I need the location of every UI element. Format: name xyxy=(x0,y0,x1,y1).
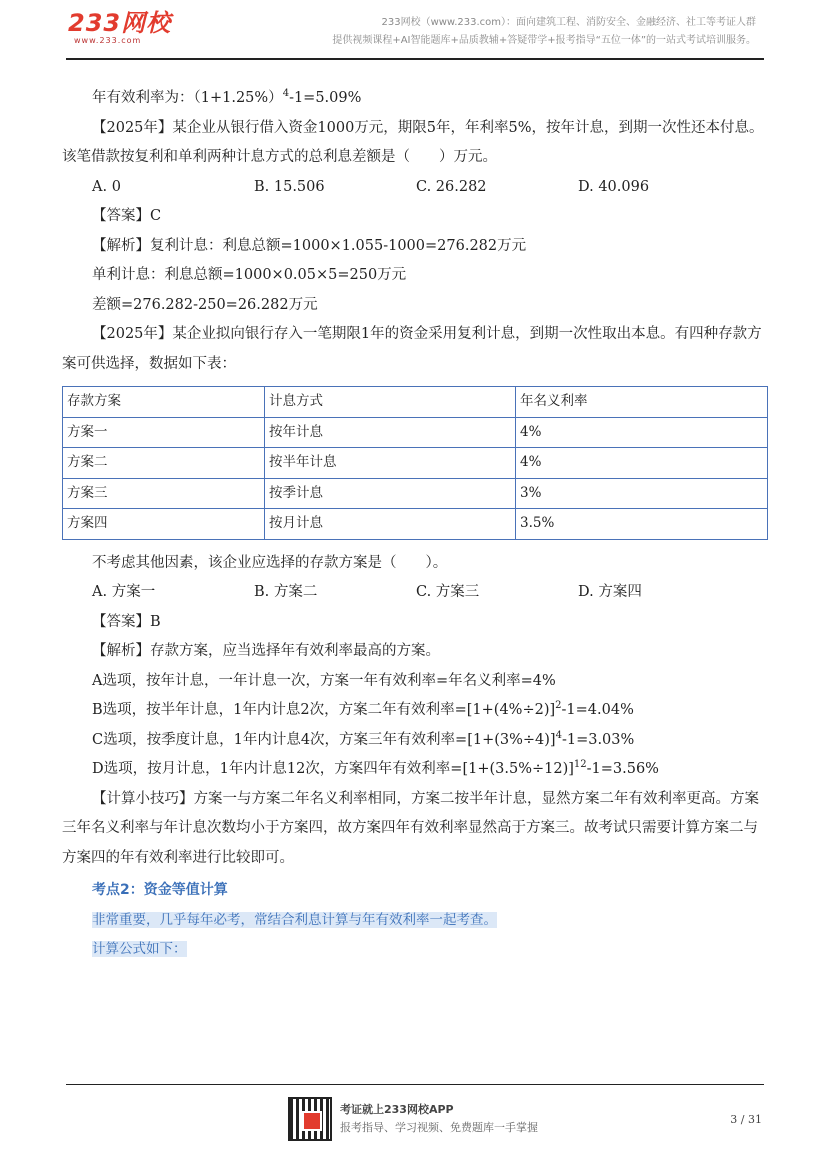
table-cell: 方案三 xyxy=(63,478,265,509)
option-b: B. 方案二 xyxy=(254,584,318,600)
footer-app-promo xyxy=(340,1101,538,1137)
document-body xyxy=(62,84,770,965)
header-line-2: 提供视频课程+AI智能题库+品质教辅+答疑带学+报考指导“五位一体”的一站式考试培训服务。 xyxy=(332,35,756,46)
app-subtitle: 报考指导、学习视频、免费题库一手掌握 xyxy=(340,1121,538,1134)
option-d: D. 40.096 xyxy=(578,178,650,195)
header-line-1: 233网校（www.233.com）：面向建筑工程、消防安全、金融经济、社工等考证人群 xyxy=(381,17,756,28)
question-2-explanation-1: 【解析】存款方案，应当选择年有效利率最高的方案。 xyxy=(92,643,440,659)
option-a: A. 0 xyxy=(92,178,121,195)
table-cell: 4% xyxy=(516,417,768,448)
logo xyxy=(68,10,171,45)
question-2-explanation-4: C选项，按季度计息，1年内计息4次，方案三年有效利率$=[1+(3\%\div 4)]^4-1=3.03\%$ xyxy=(92,729,635,748)
question-1-explanation-2: 单利计息：利息总额=1000×0.05×5=250万元 xyxy=(92,267,407,283)
logo-text: 233网校 xyxy=(68,9,172,37)
table-cell: 按月计息 xyxy=(265,509,516,540)
question-1-explanation-3: 差额=276.282-250=26.282万元 xyxy=(92,296,318,313)
question-1-explanation-1: 【解析】复利计息：利息总额=1000×1.055-1000=276.282万元 xyxy=(92,237,527,254)
table-row xyxy=(63,448,768,479)
qr-code-icon xyxy=(288,1097,332,1141)
option-a: A. 方案一 xyxy=(92,584,156,600)
table-cell: 按季计息 xyxy=(265,478,516,509)
table-header-cell: 年名义利率 xyxy=(516,387,768,418)
table-row xyxy=(63,417,768,448)
question-2-explanation-5: D选项，按月计息，1年内计息12次，方案四年有效利率$=[1+(3.5\%\div 12)]^{12}-1=3.56\%$ xyxy=(92,759,659,777)
table-cell: 方案一 xyxy=(63,417,265,448)
highlight-line-2: 计算公式如下： xyxy=(92,941,187,957)
table-row xyxy=(63,478,768,509)
app-title: 考证就上233网校APP xyxy=(340,1103,454,1116)
question-2-explanation-3: B选项，按半年计息，1年内计息2次，方案二年有效利率$=[1+(4\%\div 2)]^2-1=4.04\%$ xyxy=(92,700,634,718)
table-cell: 按半年计息 xyxy=(265,448,516,479)
question-2-text: 【2025年】某企业拟向银行存入一笔期限1年的资金采用复利计息，到期一次性取出本息。有四种存款方案可供选择，数据如下表： xyxy=(62,326,762,372)
page-number: 3 / 31 xyxy=(730,1113,762,1126)
table-cell: 方案四 xyxy=(63,509,265,540)
footer-divider xyxy=(66,1084,764,1085)
highlight-line-1: 非常重要，几乎每年必考，常结合利息计算与年有效利率一起考查。 xyxy=(92,911,497,928)
table-cell: 按年计息 xyxy=(265,417,516,448)
deposit-plan-table xyxy=(62,386,768,540)
header-tagline xyxy=(332,14,756,50)
option-c: C. 方案三 xyxy=(416,584,480,600)
question-1-options xyxy=(62,173,770,203)
table-cell: 3% xyxy=(516,478,768,509)
table-cell: 4% xyxy=(516,448,768,479)
table-header-row xyxy=(63,387,768,418)
question-1-answer: 【答案】C xyxy=(92,208,162,224)
table-cell: 方案二 xyxy=(63,448,265,479)
effective-rate-line: 年有效利率为：$(1+1.25\%)^4-1=5.09\%$ xyxy=(92,88,362,106)
table-header-cell: 存款方案 xyxy=(63,387,265,418)
table-row xyxy=(63,509,768,540)
question-2-prompt: 不考虑其他因素，该企业应选择的存款方案是（ ）。 xyxy=(92,554,448,571)
option-d: D. 方案四 xyxy=(578,584,642,600)
section-title: 考点2：资金等值计算 xyxy=(92,882,228,898)
question-1-text: 【2025年】某企业从银行借入资金1000万元，期限5年，年利率5%，按年计息，到期一次性还本付息。该笔借款按复利和单利两种计息方式的总利息差额是（ ）万元。 xyxy=(62,119,764,165)
option-c: C. 26.282 xyxy=(416,178,487,195)
question-2-explanation-2: A选项，按年计息，一年计息一次，方案一年有效利率=年名义利率=4% xyxy=(92,672,556,689)
question-2-answer: 【答案】B xyxy=(92,613,161,630)
logo-url: www.233.com xyxy=(74,36,142,45)
table-cell: 3.5% xyxy=(516,509,768,540)
calculation-tip: 【计算小技巧】方案一与方案二年名义利率相同，方案二按半年计息，显然方案二年有效利率更高。方案三年名义利率与年计息次数均小于方案四，故方案四年有效利率显然高于方案三。故考试只需要计算方案二与方案四的年有效利率进行比较即可。 xyxy=(62,790,759,866)
question-2-options xyxy=(62,578,770,608)
header-divider xyxy=(66,58,764,60)
option-b: B. 15.506 xyxy=(254,178,325,195)
page-header xyxy=(0,0,830,62)
table-header-cell: 计息方式 xyxy=(265,387,516,418)
